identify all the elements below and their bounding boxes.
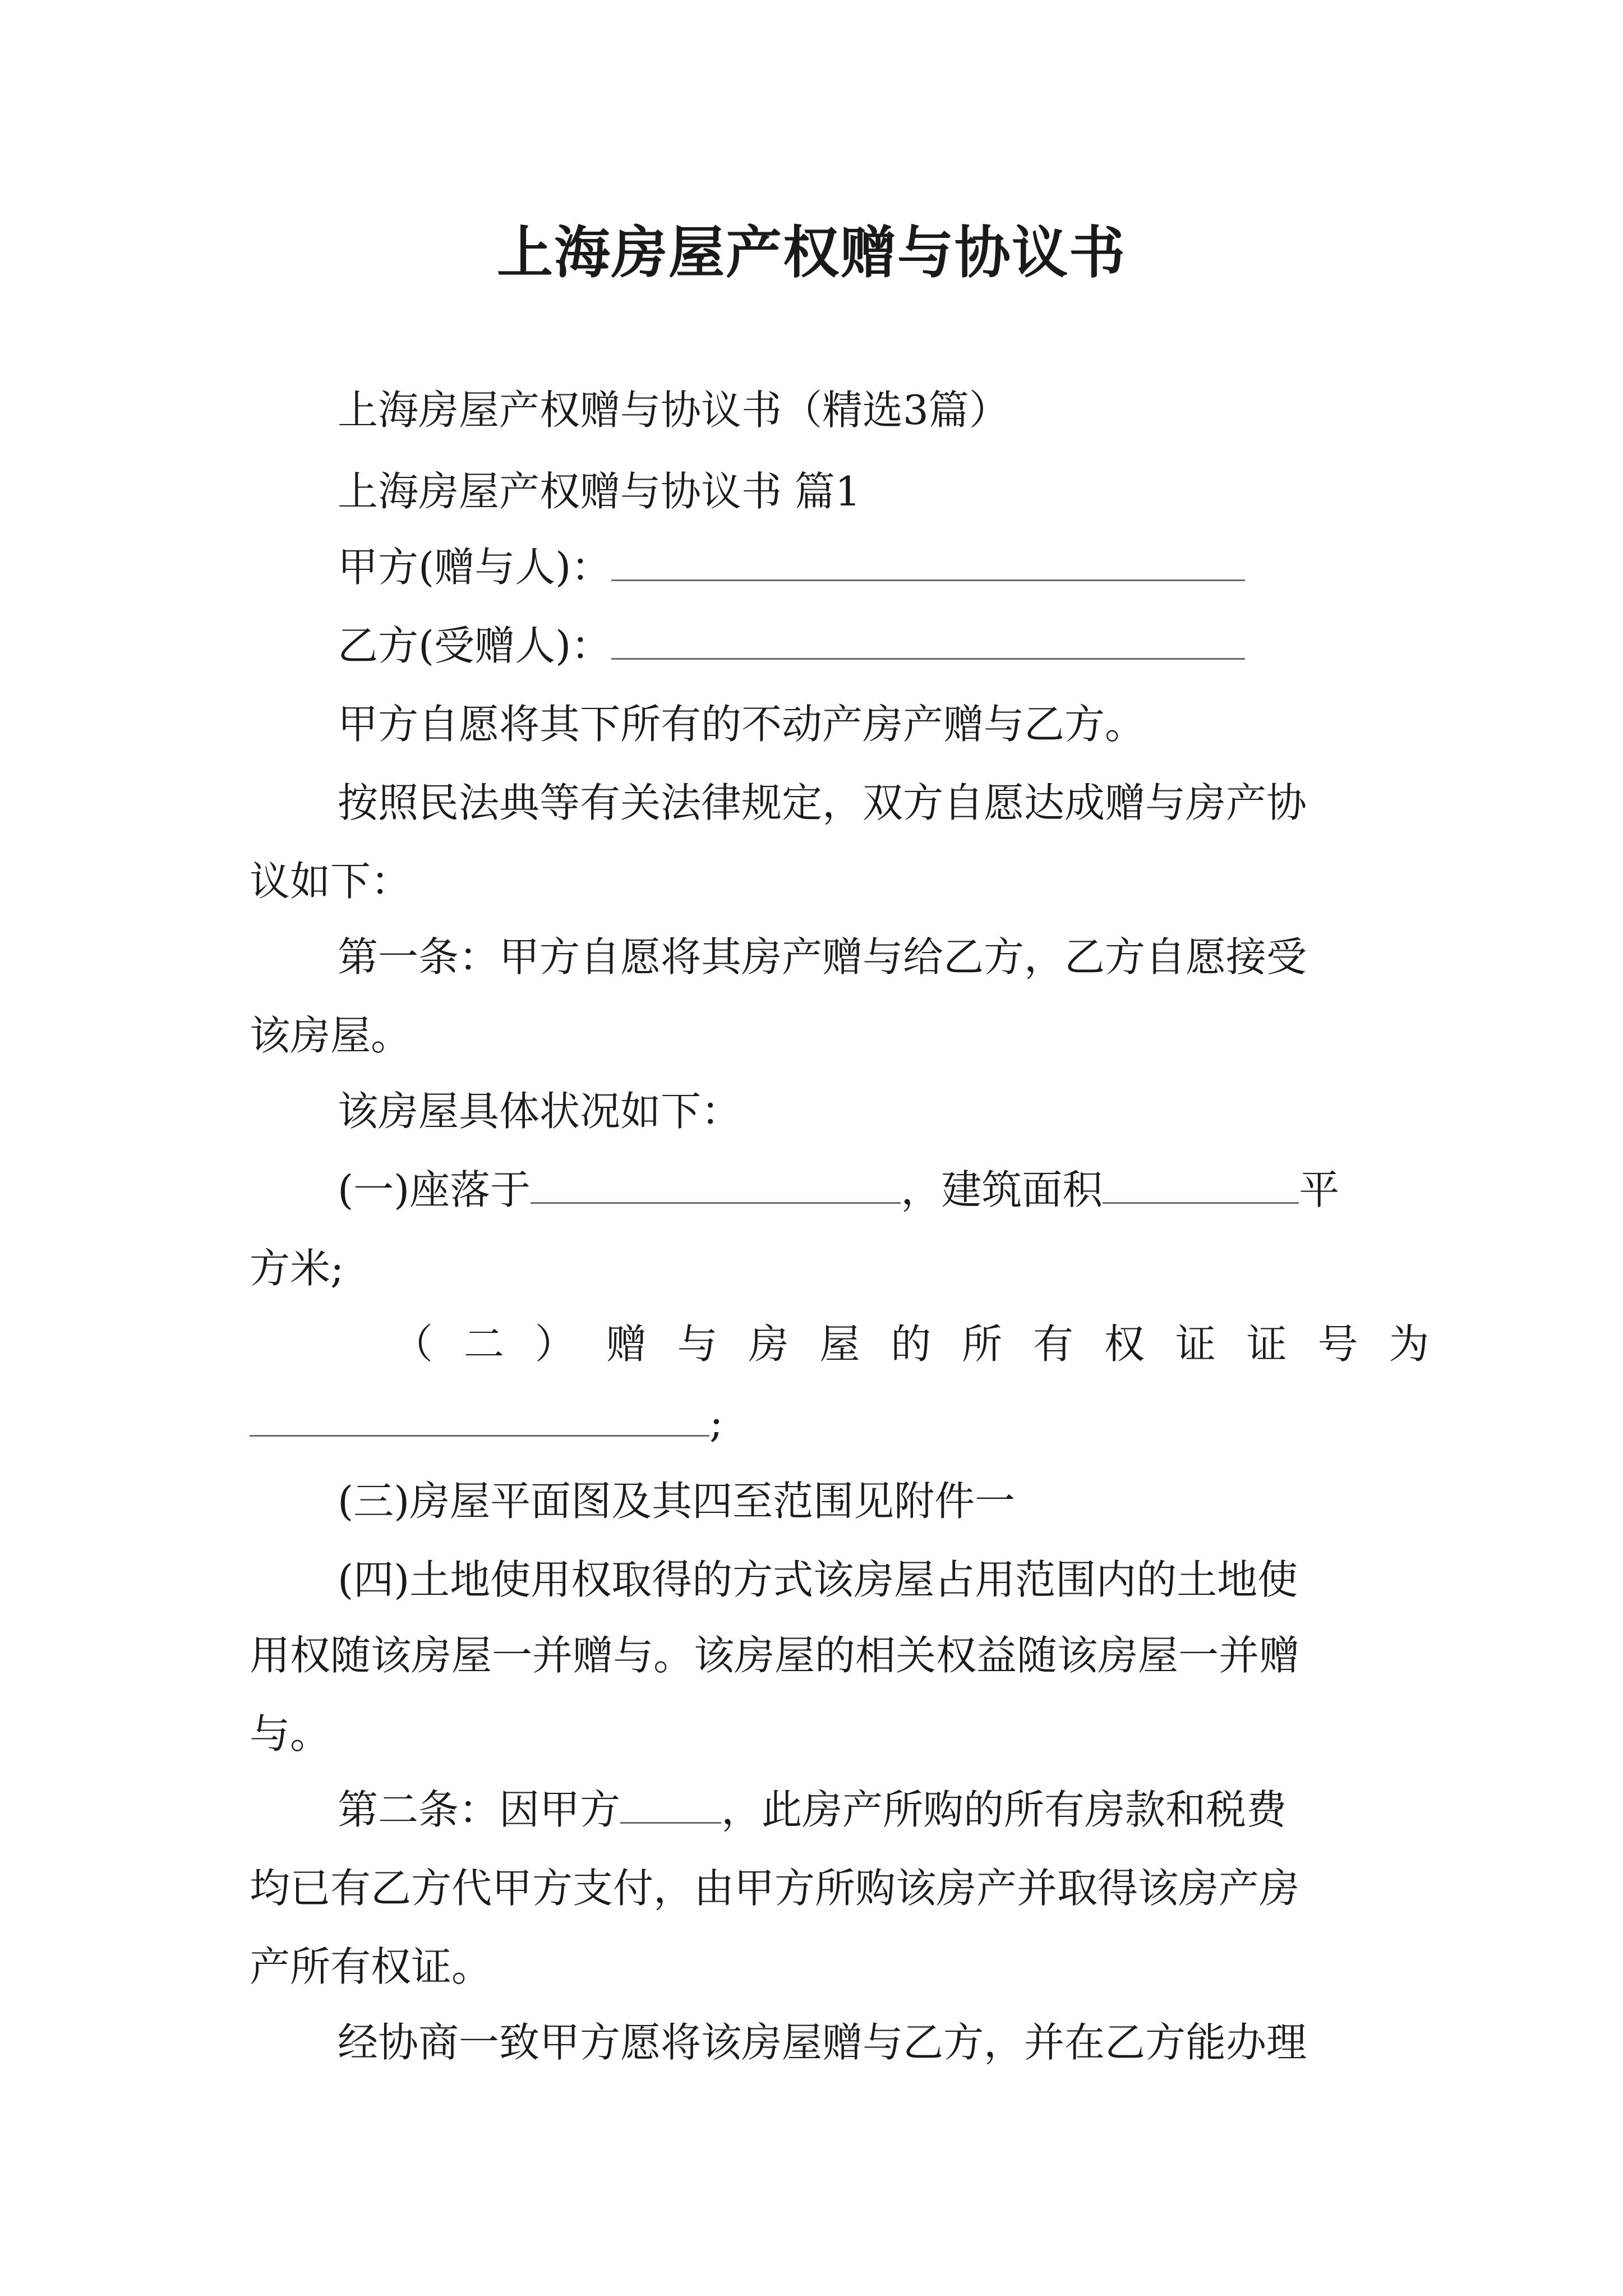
paragraph-line: 与。 (250, 1710, 331, 1757)
paragraph-line: 经协商一致甲方愿将该房屋赠与乙方，并在乙方能办理 (338, 2019, 1307, 2066)
paragraph-line: 按照民法典等有关法律规定，双方自愿达成赠与房产协 (338, 779, 1307, 826)
area-unit: 平 (1299, 1166, 1340, 1213)
location-label: (一)座落于 (338, 1166, 531, 1213)
party-b-label: 乙方(受赠人)： (338, 622, 612, 669)
paragraph-line: 甲方自愿将其下所有的不动产房产赠与乙方。 (338, 701, 1146, 748)
area-blank (1103, 1170, 1299, 1204)
section-heading: 上海房屋产权赠与协议书 篇1 (338, 468, 861, 515)
article-two-text: ，此房产所购的所有房款和税费 (721, 1786, 1287, 1833)
location-row (338, 1166, 1403, 1213)
party-a-row (338, 544, 1403, 591)
area-label: ，建筑面积 (901, 1166, 1103, 1213)
certificate-row (250, 1399, 1399, 1446)
paragraph-line: 均已有乙方代甲方支付，由甲方所购该房产并取得该房产房 (250, 1865, 1300, 1912)
reason-blank (620, 1789, 721, 1824)
paragraph-line: 该房屋具体状况如下： (338, 1088, 742, 1135)
paragraph-line: 方米; (250, 1245, 344, 1292)
location-blank (531, 1170, 901, 1204)
article-two-label: 第二条：因甲方 (338, 1786, 621, 1833)
certificate-label: （ 二 ） 赠 与 房 屋 的 所 有 权 证 证 号 为 (393, 1320, 1438, 1368)
certificate-end: ; (709, 1399, 723, 1446)
party-a-blank (611, 547, 1245, 581)
paragraph-line: (四)土地使用权取得的方式该房屋占用范围内的土地使 (338, 1556, 1298, 1603)
paragraph-line: 产所有权证。 (250, 1943, 492, 1990)
party-b-blank (611, 625, 1245, 660)
paragraph-line: (三)房屋平面图及其四至范围见附件一 (338, 1478, 1016, 1525)
subtitle: 上海房屋产权赠与协议书（精选3篇） (338, 386, 1009, 434)
paragraph-line: 第一条：甲方自愿将其房产赠与给乙方，乙方自愿接受 (338, 933, 1307, 981)
certificate-blank (250, 1402, 709, 1437)
paragraph-line: 用权随该房屋一并赠与。该房屋的相关权益随该房屋一并赠 (250, 1632, 1300, 1679)
page-title: 上海房屋产权赠与协议书 (497, 219, 1126, 286)
party-b-row (338, 622, 1403, 669)
party-a-label: 甲方(赠与人)： (338, 544, 612, 591)
paragraph-line: 该房屋。 (250, 1012, 412, 1059)
article-two-row (338, 1786, 1403, 1833)
paragraph-line: 议如下： (250, 858, 412, 905)
